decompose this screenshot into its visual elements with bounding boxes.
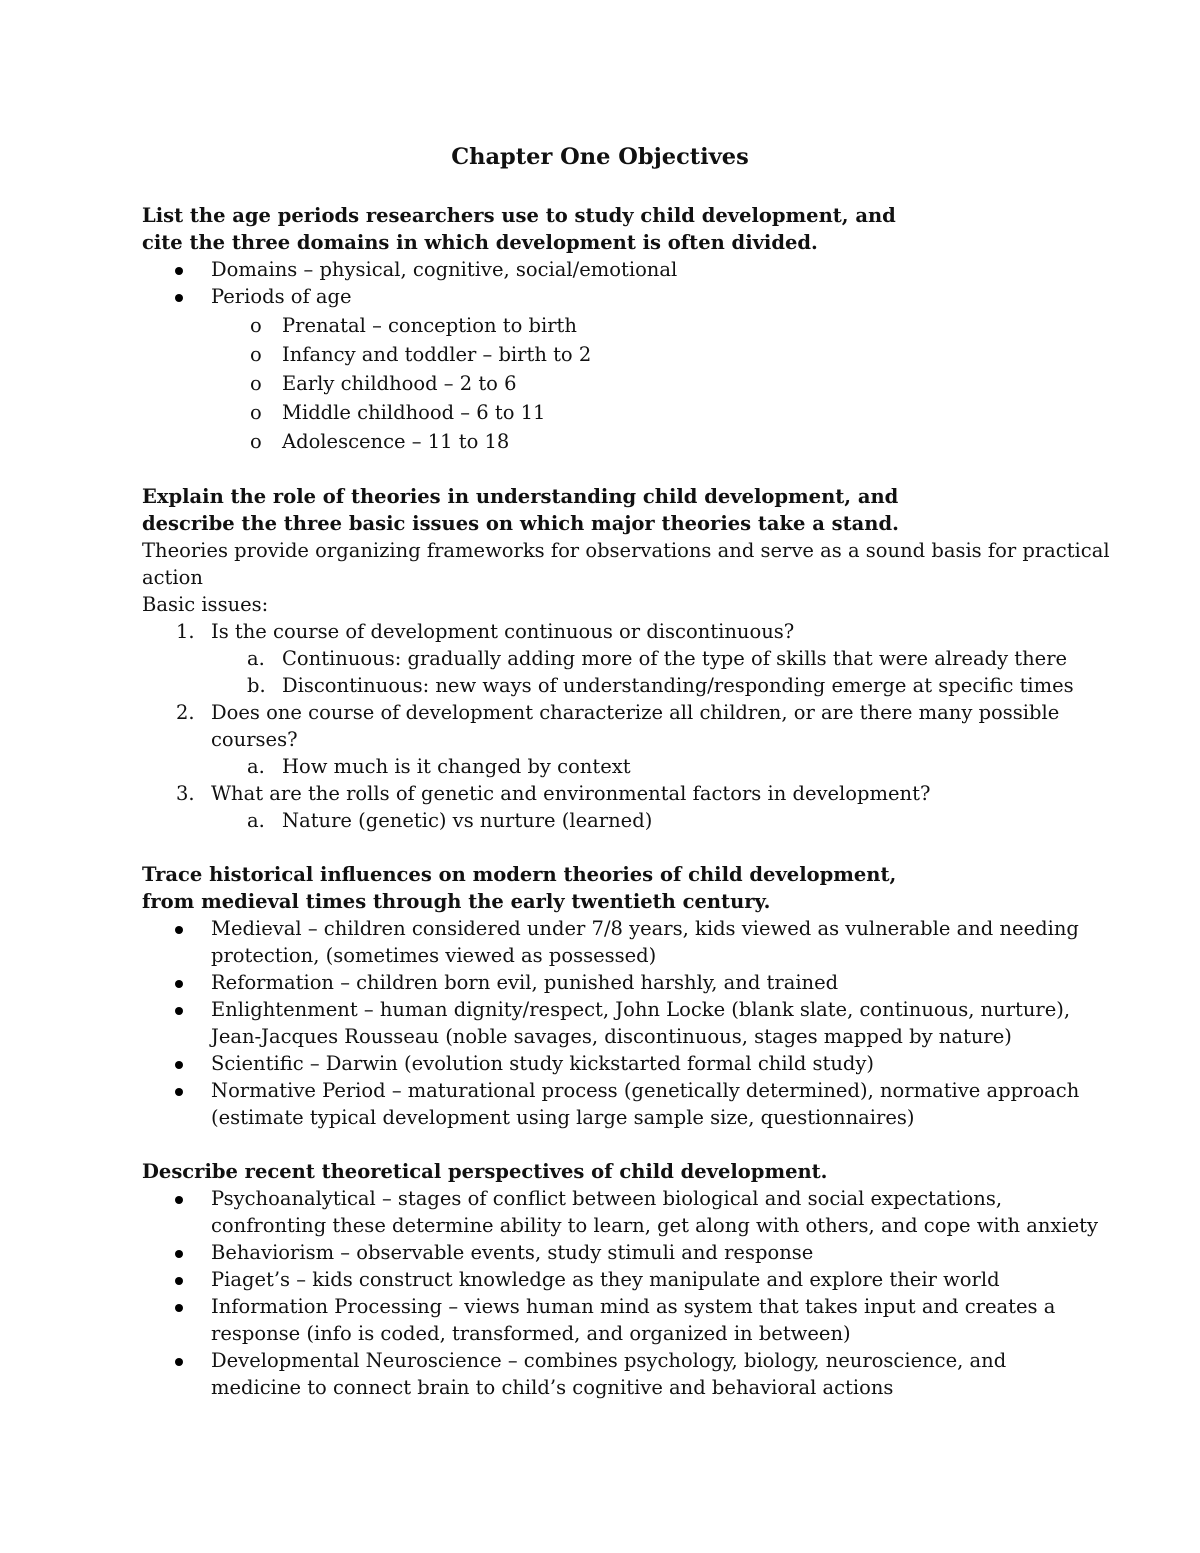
item-letter: a. [247,809,265,832]
circle-bullet-icon: o [250,343,262,366]
sub-bullet-item: o Middle childhood – 6 to 11 [250,401,546,424]
item-letter: a. [247,647,265,670]
bullet-item: Medieval – children considered under 7/8 years, kids viewed as vulnerable and needing [142,915,1092,942]
lettered-item: b. Discontinuous: new ways of understanding/responding emerge at specific times [247,674,1074,697]
lettered-item: a. How much is it changed by context [247,755,631,778]
bullet-item: Psychoanalytical – stages of conflict between biological and social expectations, [142,1185,1092,1212]
bullet-item: Scientific – Darwin (evolution study kickstarted formal child study) [142,1050,1092,1077]
sub-bullet-item: o Prenatal – conception to birth [250,314,577,337]
sub-bullet-item: o Infancy and toddler – birth to 2 [250,343,592,366]
item-number: 2. [176,701,195,724]
circle-bullet-icon: o [250,314,262,337]
bullet-icon [175,294,183,302]
section-heading: from medieval times through the early twentieth century. [142,890,771,913]
numbered-item-continued: courses? [211,728,298,751]
lettered-item: a. Nature (genetic) vs nurture (learned) [247,809,653,832]
numbered-item: 2. Does one course of development characterize all children, or are there many possible [176,701,1060,724]
bullet-icon [175,980,183,988]
bullet-icon [175,1196,183,1204]
paragraph-line: action [142,566,203,589]
bullet-item: Normative Period – maturational process (genetically determined), normative approach [142,1077,1092,1104]
circle-bullet-icon: o [250,430,262,453]
item-letter: b. [247,674,266,697]
section-historical [142,861,1092,1131]
bullet-icon [175,1358,183,1366]
sub-bullet-item: o Early childhood – 2 to 6 [250,372,517,395]
section-heading: Trace historical influences on modern theories of child development, [142,863,897,886]
section-heading: describe the three basic issues on which major theories take a stand. [142,512,899,535]
section-heading: Describe recent theoretical perspectives of child development. [142,1160,828,1183]
bullet-item: Reformation – children born evil, punished harshly, and trained [142,969,1092,996]
item-number: 1. [176,620,195,643]
bullet-icon [175,926,183,934]
paragraph-line: Basic issues: [142,593,269,616]
section-heading: List the age periods researchers use to study child development, and [142,204,896,227]
bullet-item: Developmental Neuroscience – combines psychology, biology, neuroscience, and [142,1347,1092,1374]
bullet-item: Behaviorism – observable events, study stimuli and response [142,1239,1092,1266]
sub-bullet-item: o Adolescence – 11 to 18 [250,430,510,453]
bullet-icon [175,1007,183,1015]
bullet-item-continued: medicine to connect brain to child’s cognitive and behavioral actions [211,1376,894,1399]
circle-bullet-icon: o [250,372,262,395]
circle-bullet-icon: o [250,401,262,424]
bullet-item: Periods of age [142,283,1092,310]
section-theories [142,483,1110,834]
bullet-item: Information Processing – views human mind as system that takes input and creates a [142,1293,1092,1320]
paragraph-line: Theories provide organizing frameworks for observations and serve as a sound basis for practical [142,539,1110,562]
bullet-item-continued: confronting these determine ability to learn, get along with others, and cope with anxiety [211,1214,1099,1237]
bullet-icon [175,1088,183,1096]
bullet-icon [175,1304,183,1312]
bullet-item: Enlightenment – human dignity/respect, John Locke (blank slate, continuous, nurture), [142,996,1092,1023]
bullet-icon [175,1061,183,1069]
bullet-item-continued: (estimate typical development using large sample size, questionnaires) [211,1106,915,1129]
page-title: Chapter One Objectives [451,144,749,170]
bullet-item-continued: protection, (sometimes viewed as possessed) [211,944,657,967]
section-age-periods [142,202,1092,455]
bullet-item-continued: Jean-Jacques Rousseau (noble savages, discontinuous, stages mapped by nature) [211,1025,1012,1048]
bullet-icon [175,1250,183,1258]
bullet-item-continued: response (info is coded, transformed, and organized in between) [211,1322,851,1345]
bullet-item: Domains – physical, cognitive, social/emotional [142,256,1092,283]
numbered-item: 1. Is the course of development continuous or discontinuous? [176,620,795,643]
item-number: 3. [176,782,195,805]
bullet-item: Piaget’s – kids construct knowledge as they manipulate and explore their world [142,1266,1092,1293]
lettered-item: a. Continuous: gradually adding more of the type of skills that were already there [247,647,1068,670]
bullet-icon [175,1277,183,1285]
item-letter: a. [247,755,265,778]
section-heading: Explain the role of theories in understanding child development, and [142,485,899,508]
numbered-item: 3. What are the rolls of genetic and environmental factors in development? [176,782,931,805]
bullet-icon [175,267,183,275]
section-recent-perspectives [142,1158,1099,1401]
section-heading: cite the three domains in which development is often divided. [142,231,818,254]
